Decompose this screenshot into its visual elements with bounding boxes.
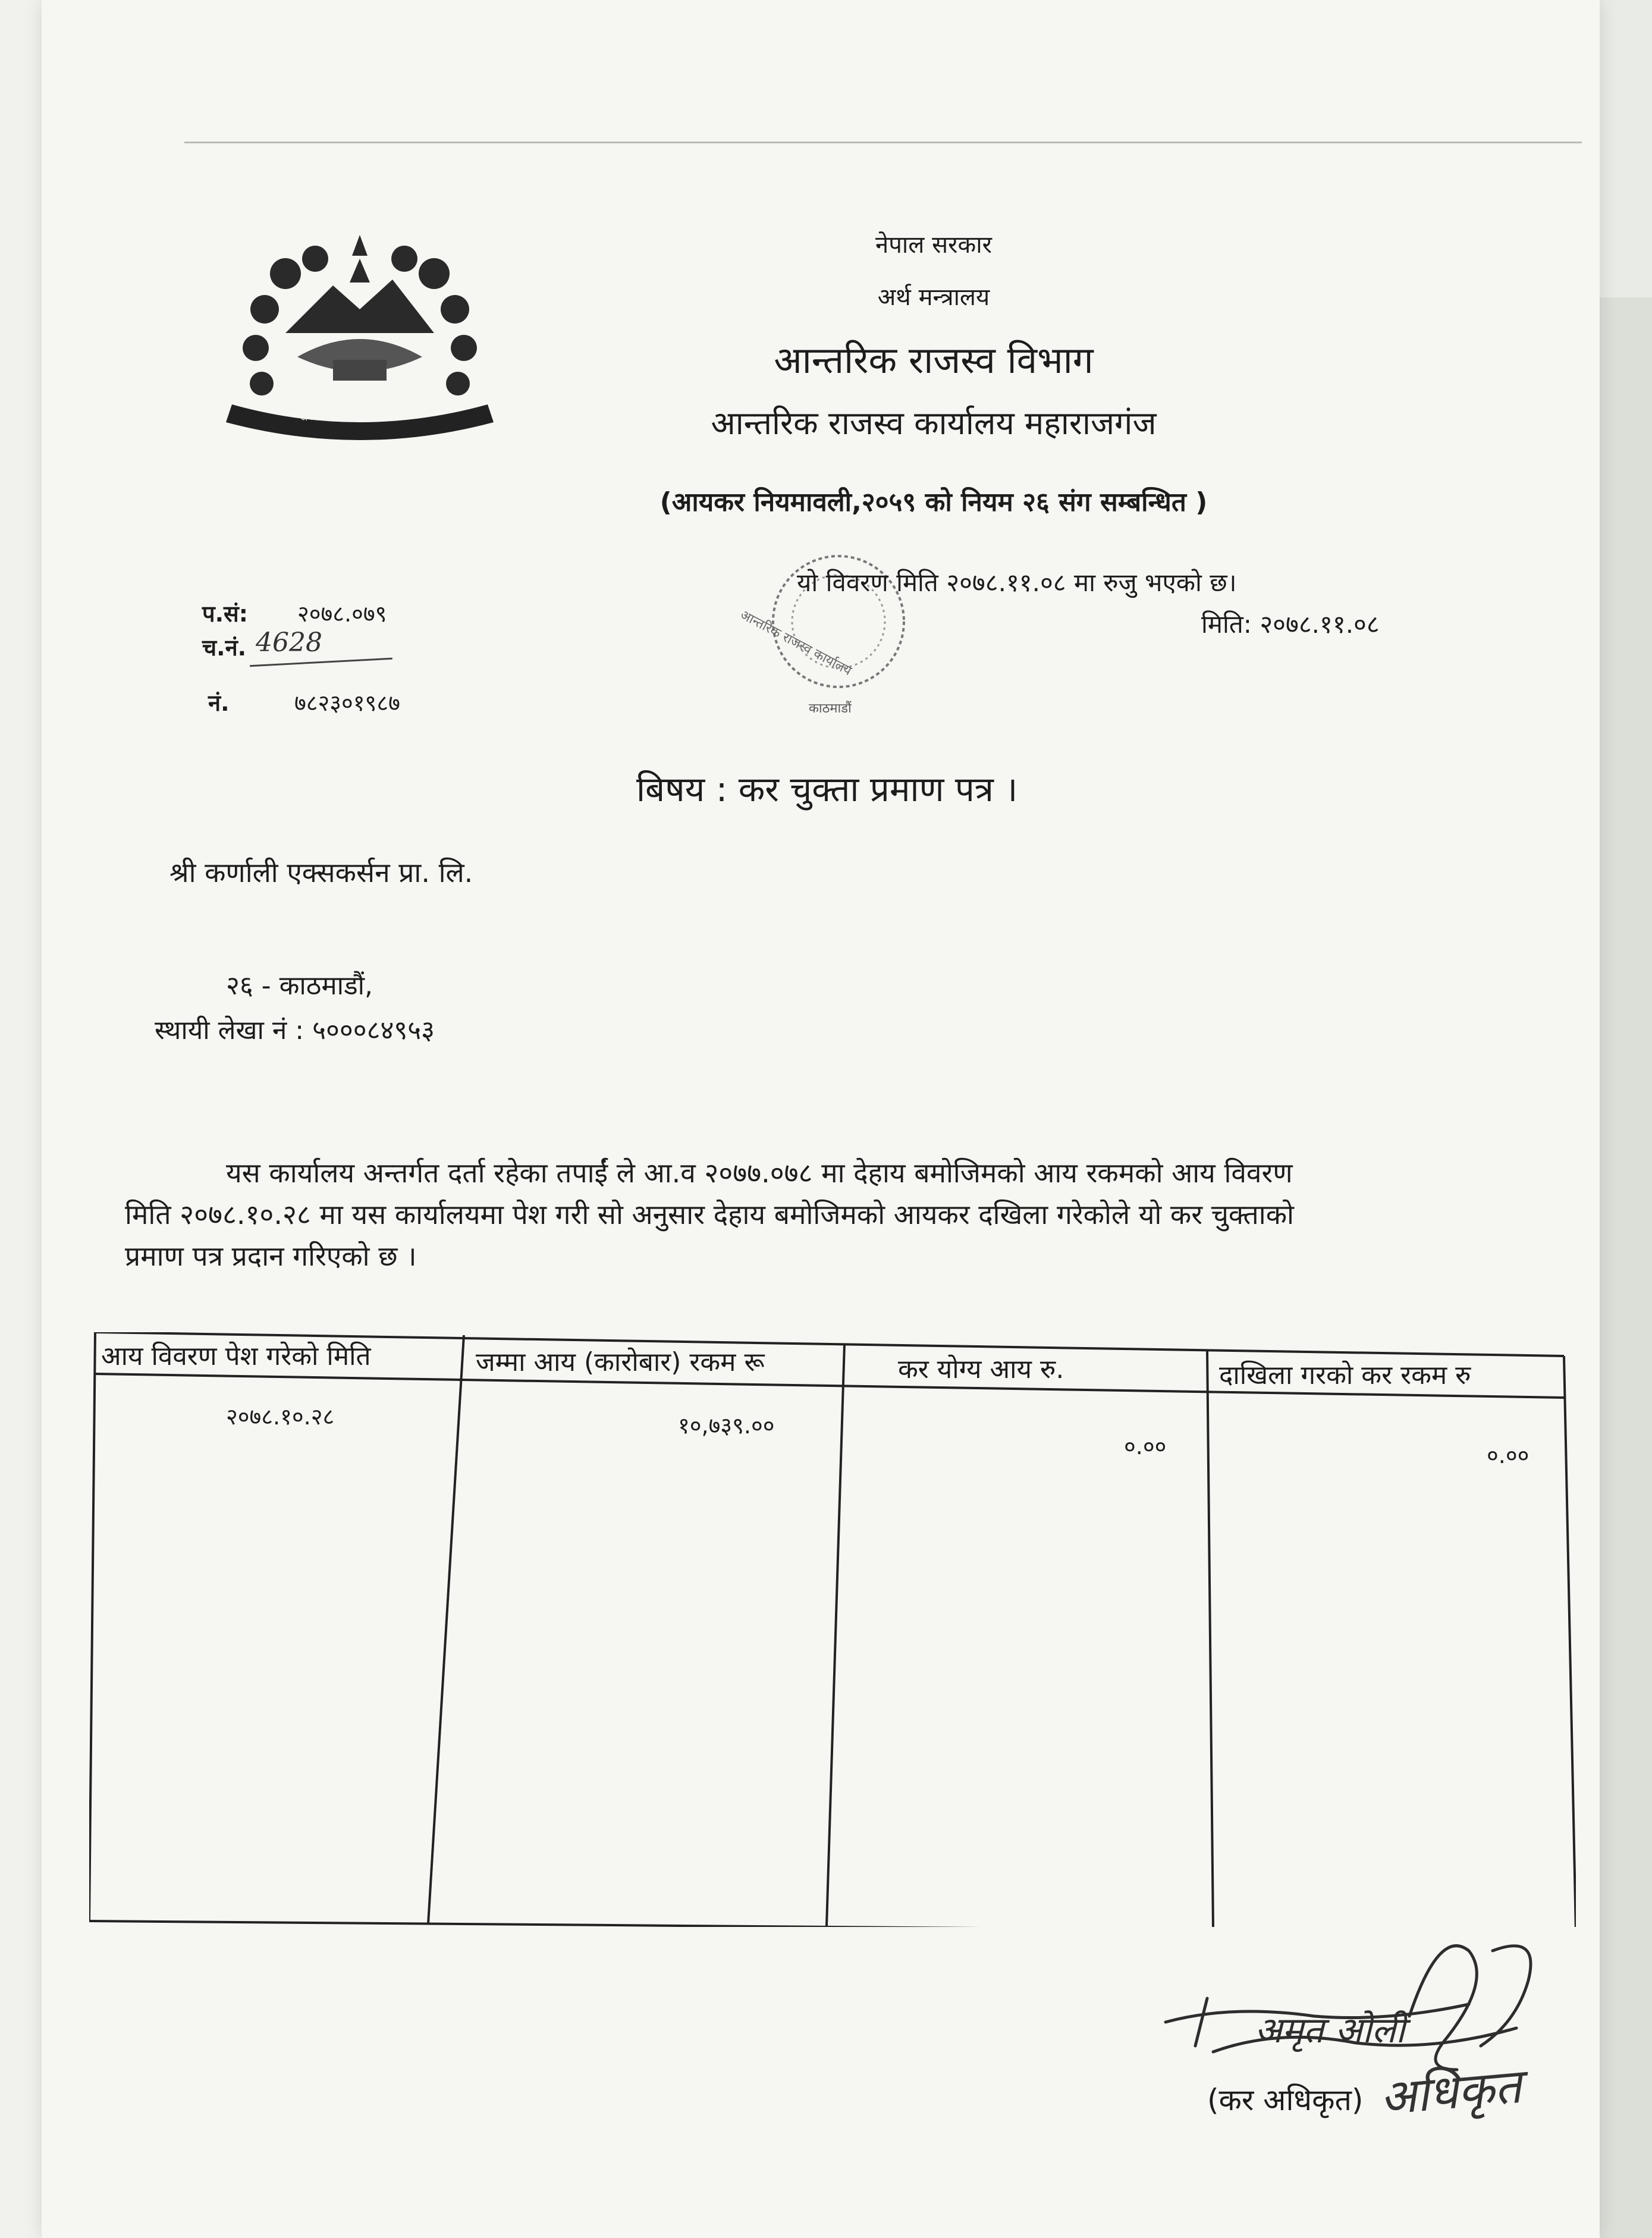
verification-text: यो विवरण मिति २०७८.११.०८ मा रुजु भएको छ। [797, 568, 1237, 597]
chn-value: 4628 [256, 627, 322, 658]
ps-label: प.सं: [202, 601, 248, 627]
cell-total-income: १०,७३९.०० [678, 1413, 775, 1439]
body-line-2: मिति २०७८.१०.२८ मा यस कार्यालयमा पेश गरी सो अनुसार देहाय बमोजिमको आयकर दखिला गरेकोले यो कर चुक्ताको [125, 1198, 1294, 1231]
stamp-office-name: आन्तरिक राजस्व कार्यालय [737, 607, 854, 679]
certificate-sheet [42, 0, 1600, 2238]
no-value: ७८२३०१९८७ [294, 690, 400, 716]
government-title: नेपाल सरकार [875, 231, 992, 259]
cell-filing-date: २०७८.१०.२८ [226, 1404, 335, 1430]
chn-underline [250, 658, 392, 667]
cell-tax-paid: ०.०० [1487, 1442, 1529, 1468]
body-line-3: प्रमाण पत्र प्रदान गरिएको छ । [125, 1240, 417, 1272]
cell-taxable-income: ०.०० [1124, 1433, 1167, 1459]
chn-label: च.नं. [202, 635, 247, 661]
col-header-filing-date: आय विवरण पेश गरेको मिति [101, 1341, 371, 1371]
recipient-address: २६ - काठमाडौं, [226, 971, 373, 1001]
body-line-1: यस कार्यालय अन्तर्गत दर्ता रहेका तपाईं ले आ.व २०७७.०७८ मा देहाय बमोजिमको आय रकमको आय विवरण [226, 1157, 1293, 1189]
top-rule [184, 142, 1582, 143]
signature-title: (कर अधिकृत) [1207, 2083, 1364, 2117]
signature-handwriting: अमृत ओली [1255, 2010, 1405, 2051]
no-label: नं. [208, 690, 230, 716]
rule-reference: (आयकर नियमावली,२०५९ को नियम २६ संग सम्बन्धित ) [659, 487, 1208, 517]
col-header-tax-paid: दाखिला गरको कर रकम रु [1219, 1360, 1471, 1390]
office-title: आन्तरिक राजस्व कार्यालय महाराजगंज [711, 404, 1157, 442]
verification-date: मिति: २०७८.११.०८ [1201, 610, 1380, 639]
col-header-total-income: जम्मा आय (कारोबार) रकम रू [476, 1347, 765, 1377]
col-header-taxable-income: कर योग्य आय रु. [898, 1354, 1064, 1385]
subject-line: बिषय : कर चुक्ता प्रमाण पत्र । [636, 769, 1018, 809]
ministry-title: अर्थ मन्त्रालय [877, 284, 990, 311]
department-title: आन्तरिक राजस्व विभाग [774, 338, 1094, 382]
signature-block [1160, 1915, 1564, 2153]
stamp-place: काठमाडौं [809, 701, 852, 716]
recipient-pan: स्थायी लेखा नं : ५०००८४९५३ [155, 1015, 435, 1046]
ps-value: २०७८.०७९ [297, 601, 387, 627]
tax-table [89, 1332, 1576, 1927]
signature-overwrite: अधिकृत [1377, 2058, 1524, 2126]
recipient-name: श्री कर्णाली एक्सकर्सन प्रा. लि. [169, 856, 473, 889]
emblem-motto: जननी जन्मभूमिश्च स्वर्गादपि गरीयसी [299, 399, 426, 423]
